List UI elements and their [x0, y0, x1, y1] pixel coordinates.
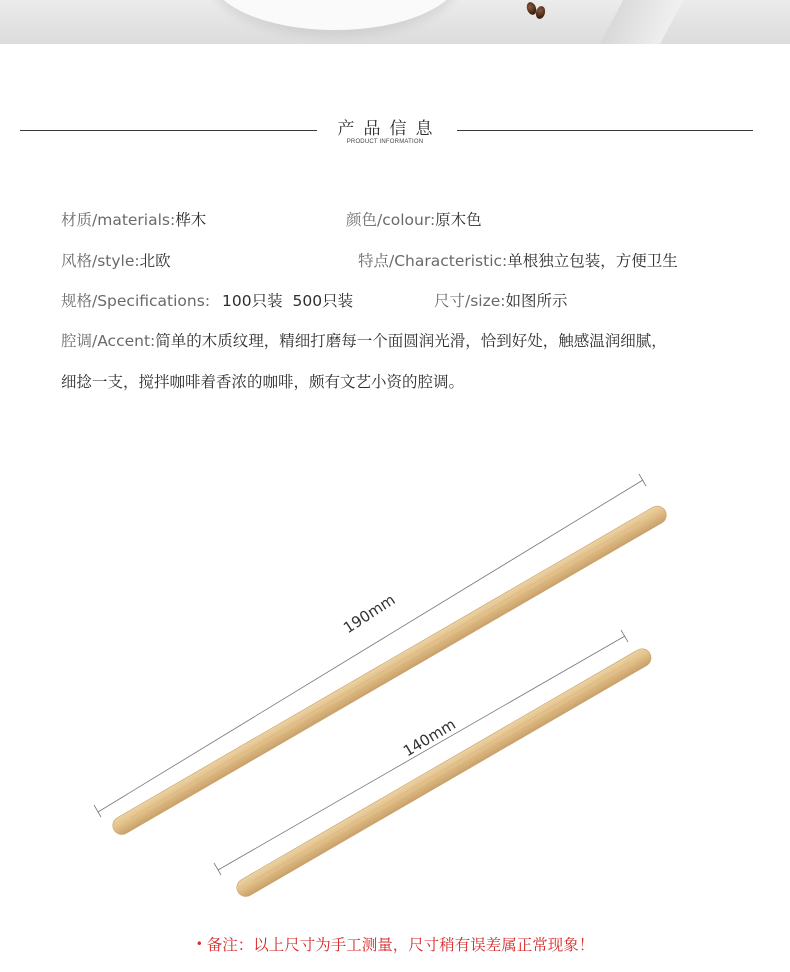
info-color: 颜色/colour:原木色	[346, 211, 482, 229]
note-text: 备注：以上尺寸为手工测量，尺寸稍有误差属正常现象！	[206, 936, 595, 954]
coffee-bean-icon	[534, 5, 546, 20]
section-subtitle: PRODUCT INFORMATION	[346, 139, 424, 145]
top-product-photo	[0, 0, 790, 44]
section-title: 产品信息	[337, 119, 442, 139]
label-190mm: 190mm	[340, 590, 399, 638]
info-accent-line2: 细捻一支，搅拌咖啡着香浓的咖啡，颇有文艺小资的腔调。	[61, 373, 465, 391]
info-spec: 规格/Specifications: 100只装 500只装	[61, 292, 354, 310]
info-size: 尺寸/size:如图所示	[434, 292, 568, 310]
wooden-stick-long	[109, 503, 669, 838]
info-feature: 特点/Characteristic:单根独立包装，方便卫生	[358, 252, 678, 270]
info-accent: 腔调/Accent:简单的木质纹理，精细打磨每一个面圆润光滑，恰到好处，触感温润细腻，	[61, 332, 667, 350]
heading-rule-left	[20, 130, 317, 131]
dimension-line-long	[94, 474, 646, 817]
stick-size-diagram	[0, 440, 790, 920]
heading-rule-right	[457, 130, 753, 131]
measurement-note	[0, 933, 790, 955]
plate-image	[210, 0, 460, 30]
label-140mm: 140mm	[399, 715, 459, 761]
info-style: 风格/style:北欧	[61, 252, 171, 270]
info-material: 材质/materials:桦木	[61, 211, 207, 229]
note-bullet: •	[195, 937, 203, 951]
wooden-stick-short	[233, 645, 654, 899]
photo-highlight	[586, 0, 694, 44]
